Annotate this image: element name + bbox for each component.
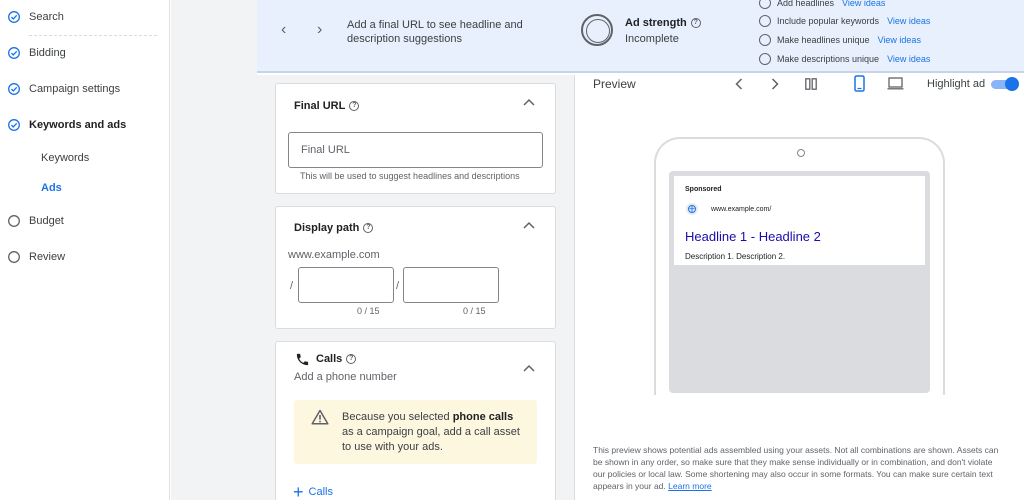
add-calls-label: Calls xyxy=(308,486,333,498)
final-url-hint: This will be used to suggest headlines and descriptions xyxy=(300,171,520,181)
chevron-up-icon[interactable] xyxy=(523,364,535,372)
view-ideas-link[interactable]: View ideas xyxy=(887,54,931,64)
empty-circle-icon xyxy=(8,215,20,227)
view-ideas-link[interactable]: View ideas xyxy=(887,16,931,26)
ad-form-column xyxy=(257,75,574,500)
empty-circle-icon xyxy=(8,251,20,263)
checkmark-circle-icon xyxy=(8,119,20,131)
phone-icon xyxy=(295,352,310,367)
nav-item-label: Bidding xyxy=(29,47,66,59)
suggestion-label: Include popular keywords xyxy=(777,16,880,26)
suggestion-label: Make descriptions unique xyxy=(777,54,880,64)
view-ideas-link[interactable]: View ideas xyxy=(877,35,921,45)
path1-input[interactable] xyxy=(298,267,394,303)
plus-icon: + xyxy=(293,481,304,500)
calls-subtitle: Add a phone number xyxy=(294,371,397,383)
ad-strength-status: Incomplete xyxy=(625,33,679,45)
add-calls-button[interactable] xyxy=(293,481,333,500)
help-icon[interactable]: ? xyxy=(691,18,701,28)
suggestion-item[interactable] xyxy=(759,53,930,65)
learn-more-link[interactable]: Learn more xyxy=(668,481,712,491)
ad-sponsored-label: Sponsored xyxy=(685,186,722,193)
camera-icon xyxy=(797,149,805,157)
nav-subitem-ads[interactable]: Ads xyxy=(41,182,62,194)
ad-description: Description 1. Description 2. xyxy=(685,252,786,261)
chevron-left-icon[interactable] xyxy=(735,78,743,90)
nav-item-campaign-settings[interactable] xyxy=(0,74,170,104)
nav-item-label: Campaign settings xyxy=(29,83,121,95)
call-asset-warning xyxy=(294,400,537,464)
warning-icon xyxy=(311,409,329,425)
highlight-ad-toggle[interactable] xyxy=(991,77,1019,91)
suggestion-message: Add a final URL to see headline and description suggestions xyxy=(347,19,523,45)
help-icon[interactable]: ? xyxy=(349,101,359,111)
suggestion-label: Add headlines xyxy=(777,0,835,8)
nav-item-label: Review xyxy=(29,251,66,263)
display-path-card xyxy=(275,206,556,329)
highlight-ad-label: Highlight ad xyxy=(927,78,986,90)
ad-display-url: www.example.com/ xyxy=(711,206,772,213)
preview-column xyxy=(574,75,1024,500)
display-path-title xyxy=(294,222,373,234)
preview-disclaimer xyxy=(593,444,1003,492)
final-url-card xyxy=(275,83,556,194)
path2-input[interactable] xyxy=(403,267,499,303)
nav-item-keywords-and-ads[interactable] xyxy=(0,110,170,140)
columns-view-icon[interactable] xyxy=(805,78,817,90)
checkmark-circle-icon xyxy=(8,83,20,95)
nav-item-label: Search xyxy=(29,11,64,23)
disclaimer-text: This preview shows potential ads assembled using your assets. Not all combinations are shown. Assets can be shown in any order, so make sure that they make sense individually or in combination, and don't violate our policies or local law. Some shortening may also occur in some formats. You can make sure certain text appears in your ad. xyxy=(593,445,999,491)
globe-icon xyxy=(686,203,698,215)
ad-strength-label: Ad strength xyxy=(625,17,687,29)
chevron-right-icon[interactable] xyxy=(771,78,779,90)
suggestion-item[interactable] xyxy=(759,15,930,27)
final-url-label: Final URL xyxy=(294,100,346,112)
path-separator: / xyxy=(290,280,294,292)
ad-preview-card[interactable] xyxy=(674,176,925,265)
mobile-device-icon[interactable] xyxy=(854,75,865,92)
suggestion-item[interactable] xyxy=(759,34,921,46)
path2-counter: 0 / 15 xyxy=(463,306,486,316)
chevron-right-icon[interactable]: › xyxy=(317,21,323,38)
display-path-label: Display path xyxy=(294,222,360,234)
checkmark-circle-icon xyxy=(8,11,20,23)
radio-icon[interactable] xyxy=(759,53,771,65)
checkmark-circle-icon xyxy=(8,47,20,59)
nav-item-bidding[interactable] xyxy=(0,38,170,68)
preview-title: Preview xyxy=(593,77,636,91)
left-navigation xyxy=(0,0,170,500)
final-url-input[interactable]: Final URL xyxy=(288,132,543,168)
calls-title xyxy=(316,353,356,365)
ad-strength-banner xyxy=(257,0,1024,73)
ad-strength-title xyxy=(625,17,701,29)
warning-text-pre: Because you selected xyxy=(342,411,453,423)
display-path-domain: www.example.com xyxy=(288,249,380,261)
help-icon[interactable]: ? xyxy=(346,354,356,364)
calls-label: Calls xyxy=(316,353,343,365)
nav-item-review[interactable] xyxy=(0,242,170,272)
nav-divider xyxy=(29,35,157,36)
chevron-up-icon[interactable] xyxy=(523,98,535,106)
chevron-up-icon[interactable] xyxy=(523,221,535,229)
help-icon[interactable]: ? xyxy=(363,223,373,233)
suggestion-item[interactable] xyxy=(759,0,885,9)
warning-text-bold: phone calls xyxy=(452,411,514,423)
suggestion-label: Make headlines unique xyxy=(777,35,870,45)
nav-item-budget[interactable] xyxy=(0,206,170,236)
path-separator: / xyxy=(396,280,400,292)
warning-text xyxy=(342,410,527,455)
nav-item-label: Budget xyxy=(29,215,64,227)
warning-text-post: as a campaign goal, add a call asset to use with your ads. xyxy=(342,426,520,453)
radio-icon[interactable] xyxy=(759,0,771,9)
calls-card xyxy=(275,341,556,500)
nav-item-label: Keywords and ads xyxy=(29,119,127,131)
phone-preview-frame xyxy=(654,137,945,395)
final-url-title xyxy=(294,100,359,112)
toggle-knob xyxy=(1005,77,1019,91)
nav-item-search[interactable] xyxy=(0,2,170,32)
radio-icon[interactable] xyxy=(759,15,771,27)
ad-headline[interactable]: Headline 1 - Headline 2 xyxy=(685,229,821,244)
path1-counter: 0 / 15 xyxy=(357,306,380,316)
page-gutter xyxy=(171,0,257,500)
phone-screen xyxy=(669,171,930,393)
chevron-left-icon[interactable]: ‹ xyxy=(281,21,287,38)
ad-strength-ring-icon xyxy=(581,14,613,46)
nav-subitem-keywords[interactable]: Keywords xyxy=(41,152,90,164)
radio-icon[interactable] xyxy=(759,34,771,46)
desktop-device-icon[interactable] xyxy=(887,77,904,90)
view-ideas-link[interactable]: View ideas xyxy=(842,0,886,8)
